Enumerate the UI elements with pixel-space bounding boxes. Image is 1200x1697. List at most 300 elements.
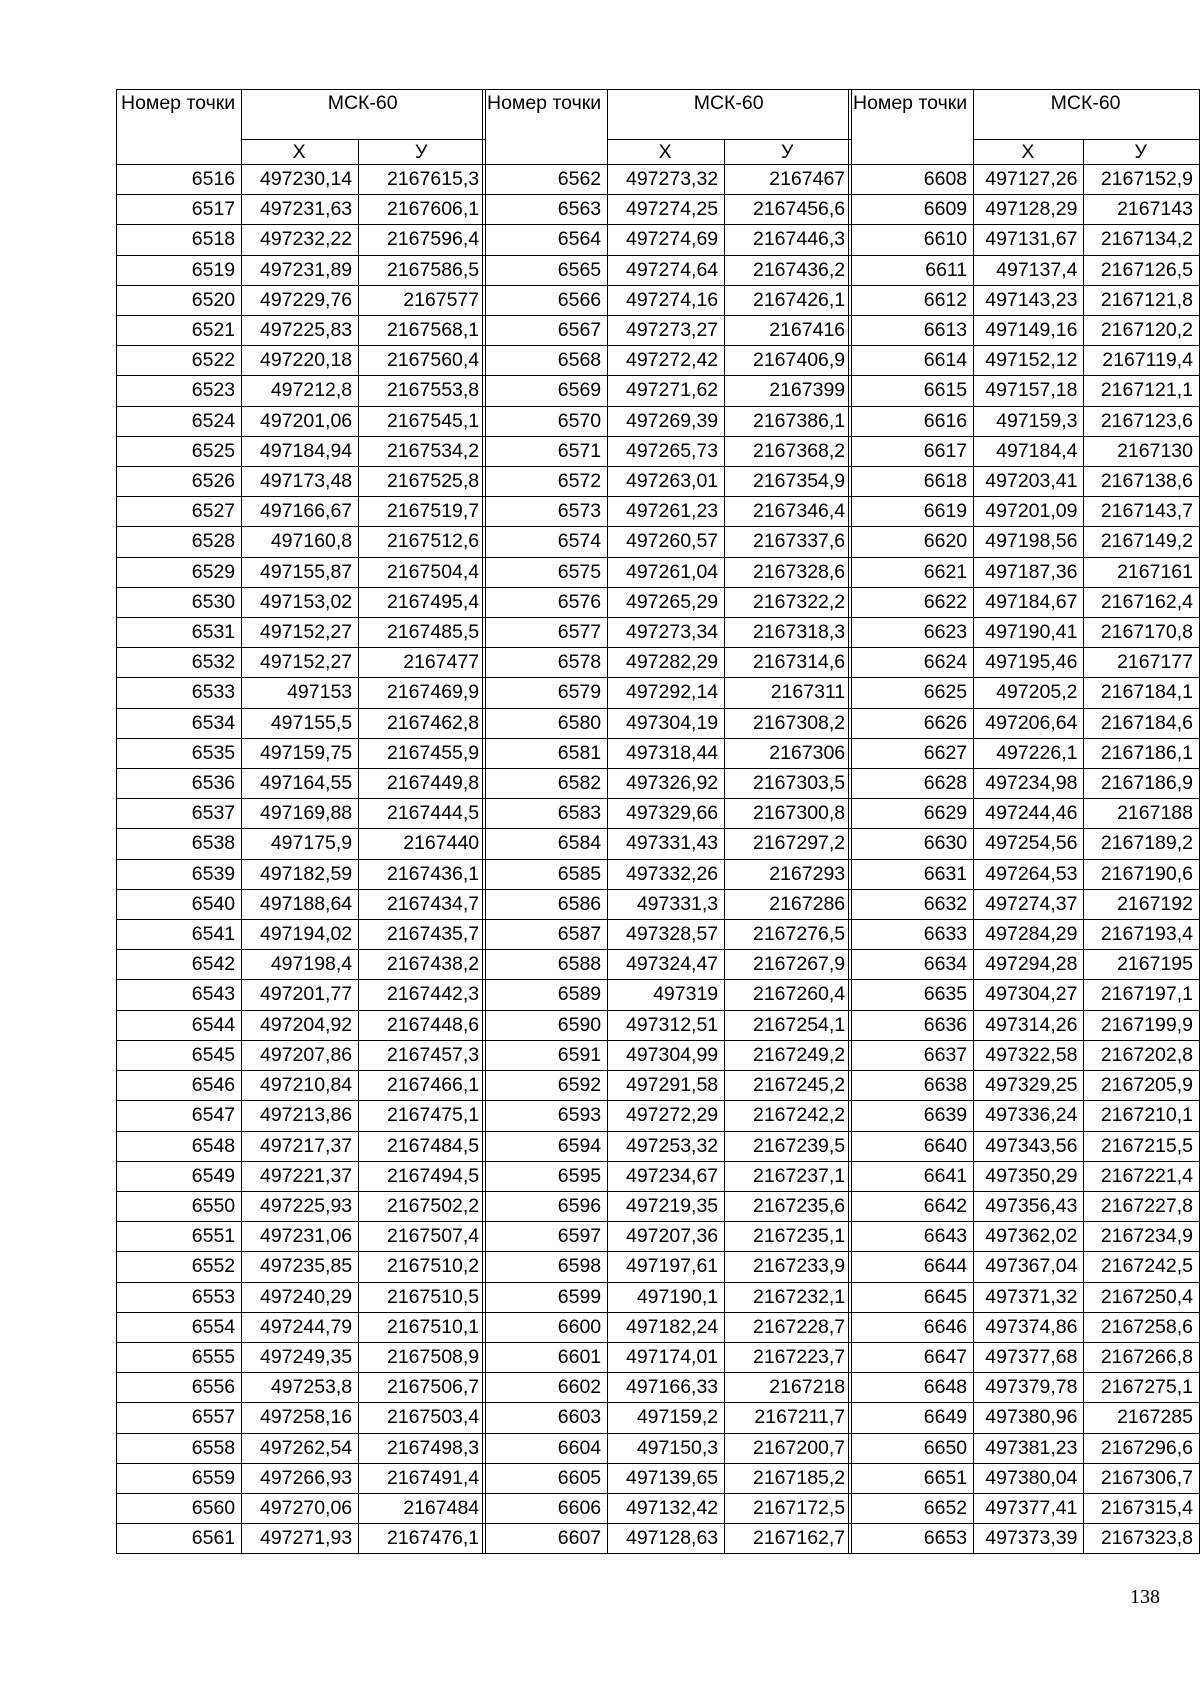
point-number-cell: 6631 bbox=[849, 859, 974, 889]
point-number-cell: 6533 bbox=[117, 678, 242, 708]
y-coordinate-cell: 2167512,6 bbox=[359, 527, 486, 557]
point-number-cell: 6579 bbox=[483, 678, 608, 708]
y-coordinate-cell: 2167250,4 bbox=[1084, 1282, 1200, 1312]
y-coordinate-cell: 2167615,3 bbox=[359, 165, 486, 195]
table-row bbox=[117, 587, 486, 617]
y-coordinate-cell: 2167448,6 bbox=[359, 1010, 486, 1040]
x-coordinate-cell: 497258,16 bbox=[242, 1403, 359, 1433]
x-coordinate-cell: 497266,93 bbox=[242, 1463, 359, 1493]
x-coordinate-cell: 497329,66 bbox=[608, 799, 725, 829]
x-coordinate-cell: 497314,26 bbox=[974, 1010, 1084, 1040]
x-column-header: Х bbox=[608, 140, 725, 165]
y-coordinate-cell: 2167239,5 bbox=[725, 1131, 852, 1161]
point-number-cell: 6586 bbox=[483, 889, 608, 919]
x-coordinate-cell: 497292,14 bbox=[608, 678, 725, 708]
x-coordinate-cell: 497127,26 bbox=[974, 165, 1084, 195]
point-number-cell: 6614 bbox=[849, 346, 974, 376]
y-coordinate-cell: 2167258,6 bbox=[1084, 1312, 1200, 1342]
point-number-cell: 6535 bbox=[117, 738, 242, 768]
table-row bbox=[483, 587, 852, 617]
y-column-header: У bbox=[725, 140, 852, 165]
y-coordinate-cell: 2167119,4 bbox=[1084, 346, 1200, 376]
point-number-cell: 6554 bbox=[117, 1312, 242, 1342]
x-coordinate-cell: 497166,33 bbox=[608, 1373, 725, 1403]
table-row bbox=[117, 527, 486, 557]
point-number-cell: 6538 bbox=[117, 829, 242, 859]
x-coordinate-cell: 497331,43 bbox=[608, 829, 725, 859]
point-number-cell: 6522 bbox=[117, 346, 242, 376]
point-number-cell: 6578 bbox=[483, 648, 608, 678]
point-number-cell: 6596 bbox=[483, 1191, 608, 1221]
y-coordinate-cell: 2167254,1 bbox=[725, 1010, 852, 1040]
x-coordinate-cell: 497373,39 bbox=[974, 1524, 1084, 1554]
y-coordinate-cell: 2167266,8 bbox=[1084, 1342, 1200, 1372]
table-row bbox=[849, 587, 1200, 617]
table-row bbox=[483, 406, 852, 436]
point-number-cell: 6555 bbox=[117, 1342, 242, 1372]
x-coordinate-cell: 497244,79 bbox=[242, 1312, 359, 1342]
point-number-cell: 6641 bbox=[849, 1161, 974, 1191]
table-row bbox=[483, 829, 852, 859]
y-coordinate-cell: 2167322,2 bbox=[725, 587, 852, 617]
x-coordinate-cell: 497336,24 bbox=[974, 1101, 1084, 1131]
y-coordinate-cell: 2167534,2 bbox=[359, 436, 486, 466]
y-coordinate-cell: 2167186,9 bbox=[1084, 769, 1200, 799]
x-coordinate-cell: 497261,23 bbox=[608, 497, 725, 527]
point-number-cell: 6613 bbox=[849, 316, 974, 346]
table-row bbox=[849, 346, 1200, 376]
x-coordinate-cell: 497184,94 bbox=[242, 436, 359, 466]
x-coordinate-cell: 497282,29 bbox=[608, 648, 725, 678]
y-coordinate-cell: 2167276,5 bbox=[725, 920, 852, 950]
x-coordinate-cell: 497205,2 bbox=[974, 678, 1084, 708]
point-number-cell: 6573 bbox=[483, 497, 608, 527]
table-row bbox=[849, 829, 1200, 859]
table-row bbox=[117, 1282, 486, 1312]
point-number-cell: 6544 bbox=[117, 1010, 242, 1040]
point-number-cell: 6600 bbox=[483, 1312, 608, 1342]
table-row bbox=[483, 920, 852, 950]
point-number-cell: 6611 bbox=[849, 255, 974, 285]
y-coordinate-cell: 2167586,5 bbox=[359, 255, 486, 285]
table-row bbox=[849, 1161, 1200, 1191]
x-coordinate-cell: 497269,39 bbox=[608, 406, 725, 436]
point-number-cell: 6592 bbox=[483, 1071, 608, 1101]
table-row bbox=[849, 648, 1200, 678]
table-row bbox=[117, 165, 486, 195]
table-row bbox=[483, 1342, 852, 1372]
x-coordinate-cell: 497132,42 bbox=[608, 1493, 725, 1523]
x-coordinate-cell: 497157,18 bbox=[974, 376, 1084, 406]
point-number-cell: 6633 bbox=[849, 920, 974, 950]
x-coordinate-cell: 497381,23 bbox=[974, 1433, 1084, 1463]
table-row bbox=[849, 1101, 1200, 1131]
table-row bbox=[117, 1131, 486, 1161]
y-coordinate-cell: 2167318,3 bbox=[725, 618, 852, 648]
point-number-cell: 6575 bbox=[483, 557, 608, 587]
table-row bbox=[483, 708, 852, 738]
x-coordinate-cell: 497198,4 bbox=[242, 950, 359, 980]
x-coordinate-cell: 497240,29 bbox=[242, 1282, 359, 1312]
y-coordinate-cell: 2167507,4 bbox=[359, 1222, 486, 1252]
y-coordinate-cell: 2167121,1 bbox=[1084, 376, 1200, 406]
point-number-cell: 6652 bbox=[849, 1493, 974, 1523]
point-number-cell: 6609 bbox=[849, 195, 974, 225]
table-row bbox=[117, 618, 486, 648]
table-row bbox=[117, 1252, 486, 1282]
table-row bbox=[483, 1131, 852, 1161]
table-row bbox=[117, 1524, 486, 1554]
point-number-cell: 6603 bbox=[483, 1403, 608, 1433]
table-row bbox=[483, 980, 852, 1010]
x-coordinate-cell: 497234,98 bbox=[974, 769, 1084, 799]
table-row bbox=[483, 1312, 852, 1342]
x-coordinate-cell: 497152,27 bbox=[242, 648, 359, 678]
point-number-cell: 6642 bbox=[849, 1191, 974, 1221]
y-coordinate-cell: 2167223,7 bbox=[725, 1342, 852, 1372]
x-coordinate-cell: 497343,56 bbox=[974, 1131, 1084, 1161]
table-row bbox=[849, 1403, 1200, 1433]
x-coordinate-cell: 497184,67 bbox=[974, 587, 1084, 617]
x-coordinate-cell: 497137,4 bbox=[974, 255, 1084, 285]
table-row bbox=[117, 1433, 486, 1463]
point-number-cell: 6551 bbox=[117, 1222, 242, 1252]
point-number-cell: 6525 bbox=[117, 436, 242, 466]
x-coordinate-cell: 497220,18 bbox=[242, 346, 359, 376]
point-number-cell: 6559 bbox=[117, 1463, 242, 1493]
point-number-cell: 6556 bbox=[117, 1373, 242, 1403]
x-coordinate-cell: 497166,67 bbox=[242, 497, 359, 527]
table-row bbox=[849, 678, 1200, 708]
x-coordinate-cell: 497159,3 bbox=[974, 406, 1084, 436]
x-coordinate-cell: 497197,61 bbox=[608, 1252, 725, 1282]
y-coordinate-cell: 2167467 bbox=[725, 165, 852, 195]
point-number-cell: 6526 bbox=[117, 467, 242, 497]
point-number-cell: 6536 bbox=[117, 769, 242, 799]
y-coordinate-cell: 2167503,4 bbox=[359, 1403, 486, 1433]
point-number-cell: 6542 bbox=[117, 950, 242, 980]
table-row bbox=[483, 557, 852, 587]
y-coordinate-cell: 2167211,7 bbox=[725, 1403, 852, 1433]
y-coordinate-cell: 2167177 bbox=[1084, 648, 1200, 678]
x-coordinate-cell: 497294,28 bbox=[974, 950, 1084, 980]
y-coordinate-cell: 2167568,1 bbox=[359, 316, 486, 346]
y-coordinate-cell: 2167235,6 bbox=[725, 1191, 852, 1221]
point-number-cell: 6647 bbox=[849, 1342, 974, 1372]
table-row bbox=[117, 829, 486, 859]
x-coordinate-cell: 497362,02 bbox=[974, 1222, 1084, 1252]
x-coordinate-cell: 497272,29 bbox=[608, 1101, 725, 1131]
x-coordinate-cell: 497270,06 bbox=[242, 1493, 359, 1523]
y-coordinate-cell: 2167260,4 bbox=[725, 980, 852, 1010]
table-row bbox=[849, 1463, 1200, 1493]
y-coordinate-cell: 2167436,1 bbox=[359, 859, 486, 889]
table-row bbox=[483, 1071, 852, 1101]
point-number-cell: 6624 bbox=[849, 648, 974, 678]
x-coordinate-cell: 497150,3 bbox=[608, 1433, 725, 1463]
y-coordinate-cell: 2167293 bbox=[725, 859, 852, 889]
point-number-cell: 6621 bbox=[849, 557, 974, 587]
y-column-header: У bbox=[1084, 140, 1200, 165]
y-coordinate-cell: 2167484,5 bbox=[359, 1131, 486, 1161]
point-number-cell: 6595 bbox=[483, 1161, 608, 1191]
y-coordinate-cell: 2167346,4 bbox=[725, 497, 852, 527]
y-coordinate-cell: 2167446,3 bbox=[725, 225, 852, 255]
x-coordinate-cell: 497350,29 bbox=[974, 1161, 1084, 1191]
x-column-header: Х bbox=[242, 140, 359, 165]
table-row bbox=[483, 738, 852, 768]
x-coordinate-cell: 497198,56 bbox=[974, 527, 1084, 557]
table-row bbox=[117, 920, 486, 950]
point-number-cell: 6618 bbox=[849, 467, 974, 497]
point-number-cell: 6521 bbox=[117, 316, 242, 346]
table-row bbox=[117, 195, 486, 225]
y-coordinate-cell: 2167126,5 bbox=[1084, 255, 1200, 285]
table-row bbox=[117, 889, 486, 919]
x-coordinate-cell: 497184,4 bbox=[974, 436, 1084, 466]
x-coordinate-cell: 497291,58 bbox=[608, 1071, 725, 1101]
x-coordinate-cell: 497225,83 bbox=[242, 316, 359, 346]
x-coordinate-cell: 497201,06 bbox=[242, 406, 359, 436]
point-number-cell: 6610 bbox=[849, 225, 974, 255]
x-coordinate-cell: 497274,16 bbox=[608, 285, 725, 315]
table-row bbox=[117, 708, 486, 738]
x-coordinate-cell: 497230,14 bbox=[242, 165, 359, 195]
x-coordinate-cell: 497152,27 bbox=[242, 618, 359, 648]
x-coordinate-cell: 497326,92 bbox=[608, 769, 725, 799]
y-coordinate-cell: 2167469,9 bbox=[359, 678, 486, 708]
y-coordinate-cell: 2167123,6 bbox=[1084, 406, 1200, 436]
x-coordinate-cell: 497201,09 bbox=[974, 497, 1084, 527]
x-coordinate-cell: 497128,29 bbox=[974, 195, 1084, 225]
table-row bbox=[849, 1312, 1200, 1342]
point-number-cell: 6584 bbox=[483, 829, 608, 859]
x-coordinate-cell: 497261,04 bbox=[608, 557, 725, 587]
y-coordinate-cell: 2167436,2 bbox=[725, 255, 852, 285]
point-number-cell: 6585 bbox=[483, 859, 608, 889]
table-row bbox=[849, 1010, 1200, 1040]
table-row bbox=[117, 738, 486, 768]
table-row bbox=[117, 376, 486, 406]
point-number-cell: 6636 bbox=[849, 1010, 974, 1040]
table-row bbox=[849, 618, 1200, 648]
x-coordinate-cell: 497139,65 bbox=[608, 1463, 725, 1493]
table-row bbox=[117, 1191, 486, 1221]
point-number-cell: 6630 bbox=[849, 829, 974, 859]
y-coordinate-cell: 2167218 bbox=[725, 1373, 852, 1403]
y-coordinate-cell: 2167237,1 bbox=[725, 1161, 852, 1191]
x-coordinate-cell: 497169,88 bbox=[242, 799, 359, 829]
x-coordinate-cell: 497159,2 bbox=[608, 1403, 725, 1433]
table-row bbox=[117, 1312, 486, 1342]
y-coordinate-cell: 2167606,1 bbox=[359, 195, 486, 225]
point-number-cell: 6622 bbox=[849, 587, 974, 617]
point-number-cell: 6612 bbox=[849, 285, 974, 315]
y-coordinate-cell: 2167242,2 bbox=[725, 1101, 852, 1131]
x-coordinate-cell: 497131,67 bbox=[974, 225, 1084, 255]
table-row bbox=[483, 1010, 852, 1040]
table-row bbox=[483, 316, 852, 346]
table-row bbox=[117, 648, 486, 678]
y-coordinate-cell: 2167188 bbox=[1084, 799, 1200, 829]
table-row bbox=[117, 1101, 486, 1131]
table-row bbox=[483, 618, 852, 648]
table-row bbox=[849, 285, 1200, 315]
point-number-cell: 6650 bbox=[849, 1433, 974, 1463]
table-row bbox=[117, 436, 486, 466]
point-number-cell: 6653 bbox=[849, 1524, 974, 1554]
point-number-cell: 6588 bbox=[483, 950, 608, 980]
point-number-cell: 6583 bbox=[483, 799, 608, 829]
x-coordinate-cell: 497318,44 bbox=[608, 738, 725, 768]
point-number-cell: 6553 bbox=[117, 1282, 242, 1312]
point-number-cell: 6599 bbox=[483, 1282, 608, 1312]
table-row bbox=[483, 527, 852, 557]
table-row bbox=[483, 467, 852, 497]
x-coordinate-cell: 497203,41 bbox=[974, 467, 1084, 497]
y-coordinate-cell: 2167215,5 bbox=[1084, 1131, 1200, 1161]
point-number-cell: 6532 bbox=[117, 648, 242, 678]
point-number-cell: 6568 bbox=[483, 346, 608, 376]
coordinates-table-3 bbox=[848, 89, 1200, 1554]
x-coordinate-cell: 497195,46 bbox=[974, 648, 1084, 678]
x-coordinate-cell: 497207,36 bbox=[608, 1222, 725, 1252]
point-number-cell: 6605 bbox=[483, 1463, 608, 1493]
table-row bbox=[117, 980, 486, 1010]
table-row bbox=[483, 1524, 852, 1554]
y-coordinate-cell: 2167189,2 bbox=[1084, 829, 1200, 859]
point-number-cell: 6518 bbox=[117, 225, 242, 255]
point-number-cell: 6637 bbox=[849, 1040, 974, 1070]
table-row bbox=[483, 799, 852, 829]
point-number-cell: 6567 bbox=[483, 316, 608, 346]
y-coordinate-cell: 2167502,2 bbox=[359, 1191, 486, 1221]
point-number-cell: 6643 bbox=[849, 1222, 974, 1252]
x-coordinate-cell: 497367,04 bbox=[974, 1252, 1084, 1282]
x-coordinate-cell: 497204,92 bbox=[242, 1010, 359, 1040]
y-coordinate-cell: 2167462,8 bbox=[359, 708, 486, 738]
table-row bbox=[117, 1161, 486, 1191]
x-coordinate-cell: 497274,69 bbox=[608, 225, 725, 255]
y-coordinate-cell: 2167444,5 bbox=[359, 799, 486, 829]
y-coordinate-cell: 2167495,4 bbox=[359, 587, 486, 617]
y-coordinate-cell: 2167228,7 bbox=[725, 1312, 852, 1342]
point-number-cell: 6547 bbox=[117, 1101, 242, 1131]
table-row bbox=[849, 376, 1200, 406]
point-number-cell: 6629 bbox=[849, 799, 974, 829]
y-coordinate-cell: 2167221,4 bbox=[1084, 1161, 1200, 1191]
table-row bbox=[849, 1131, 1200, 1161]
x-coordinate-cell: 497319 bbox=[608, 980, 725, 1010]
x-coordinate-cell: 497265,29 bbox=[608, 587, 725, 617]
point-number-cell: 6552 bbox=[117, 1252, 242, 1282]
table-row bbox=[849, 436, 1200, 466]
y-coordinate-cell: 2167197,1 bbox=[1084, 980, 1200, 1010]
x-coordinate-cell: 497159,75 bbox=[242, 738, 359, 768]
table-row bbox=[117, 1040, 486, 1070]
x-coordinate-cell: 497128,63 bbox=[608, 1524, 725, 1554]
x-coordinate-cell: 497219,35 bbox=[608, 1191, 725, 1221]
point-number-cell: 6608 bbox=[849, 165, 974, 195]
point-number-cell: 6545 bbox=[117, 1040, 242, 1070]
table-row bbox=[849, 708, 1200, 738]
point-number-cell: 6550 bbox=[117, 1191, 242, 1221]
x-coordinate-cell: 497206,64 bbox=[974, 708, 1084, 738]
table-row bbox=[117, 1463, 486, 1493]
x-coordinate-cell: 497328,57 bbox=[608, 920, 725, 950]
table-row bbox=[117, 1010, 486, 1040]
table-row bbox=[117, 497, 486, 527]
x-coordinate-cell: 497182,24 bbox=[608, 1312, 725, 1342]
y-coordinate-cell: 2167504,4 bbox=[359, 557, 486, 587]
point-number-cell: 6520 bbox=[117, 285, 242, 315]
point-number-cell: 6598 bbox=[483, 1252, 608, 1282]
x-coordinate-cell: 497155,5 bbox=[242, 708, 359, 738]
y-coordinate-cell: 2167286 bbox=[725, 889, 852, 919]
y-coordinate-cell: 2167199,9 bbox=[1084, 1010, 1200, 1040]
table-row bbox=[483, 497, 852, 527]
y-coordinate-cell: 2167337,6 bbox=[725, 527, 852, 557]
point-number-cell: 6628 bbox=[849, 769, 974, 799]
y-column-header: У bbox=[359, 140, 486, 165]
x-coordinate-cell: 497273,27 bbox=[608, 316, 725, 346]
x-coordinate-cell: 497284,29 bbox=[974, 920, 1084, 950]
table-row bbox=[483, 950, 852, 980]
y-coordinate-cell: 2167184,1 bbox=[1084, 678, 1200, 708]
y-coordinate-cell: 2167314,6 bbox=[725, 648, 852, 678]
y-coordinate-cell: 2167560,4 bbox=[359, 346, 486, 376]
x-coordinate-cell: 497380,04 bbox=[974, 1463, 1084, 1493]
point-number-cell: 6519 bbox=[117, 255, 242, 285]
y-coordinate-cell: 2167120,2 bbox=[1084, 316, 1200, 346]
point-number-cell: 6529 bbox=[117, 557, 242, 587]
table-row bbox=[849, 1373, 1200, 1403]
y-coordinate-cell: 2167510,5 bbox=[359, 1282, 486, 1312]
y-coordinate-cell: 2167275,1 bbox=[1084, 1373, 1200, 1403]
table-row bbox=[117, 1373, 486, 1403]
point-number-cell: 6543 bbox=[117, 980, 242, 1010]
point-number-cell: 6617 bbox=[849, 436, 974, 466]
table-row bbox=[849, 497, 1200, 527]
y-coordinate-cell: 2167456,6 bbox=[725, 195, 852, 225]
y-coordinate-cell: 2167442,3 bbox=[359, 980, 486, 1010]
table-row bbox=[117, 255, 486, 285]
x-coordinate-cell: 497160,8 bbox=[242, 527, 359, 557]
table-row bbox=[849, 406, 1200, 436]
y-coordinate-cell: 2167434,7 bbox=[359, 889, 486, 919]
y-coordinate-cell: 2167161 bbox=[1084, 557, 1200, 587]
x-coordinate-cell: 497329,25 bbox=[974, 1071, 1084, 1101]
y-coordinate-cell: 2167303,5 bbox=[725, 769, 852, 799]
table-row bbox=[849, 316, 1200, 346]
point-number-cell: 6634 bbox=[849, 950, 974, 980]
x-coordinate-cell: 497273,32 bbox=[608, 165, 725, 195]
y-coordinate-cell: 2167416 bbox=[725, 316, 852, 346]
x-coordinate-cell: 497322,58 bbox=[974, 1040, 1084, 1070]
point-number-cell: 6560 bbox=[117, 1493, 242, 1523]
point-number-cell: 6590 bbox=[483, 1010, 608, 1040]
table-row bbox=[117, 557, 486, 587]
x-coordinate-cell: 497226,1 bbox=[974, 738, 1084, 768]
point-number-cell: 6570 bbox=[483, 406, 608, 436]
x-coordinate-cell: 497377,68 bbox=[974, 1342, 1084, 1372]
table-row bbox=[483, 1433, 852, 1463]
y-coordinate-cell: 2167149,2 bbox=[1084, 527, 1200, 557]
y-coordinate-cell: 2167457,3 bbox=[359, 1040, 486, 1070]
point-number-cell: 6546 bbox=[117, 1071, 242, 1101]
point-number-cell: 6640 bbox=[849, 1131, 974, 1161]
x-coordinate-cell: 497356,43 bbox=[974, 1191, 1084, 1221]
